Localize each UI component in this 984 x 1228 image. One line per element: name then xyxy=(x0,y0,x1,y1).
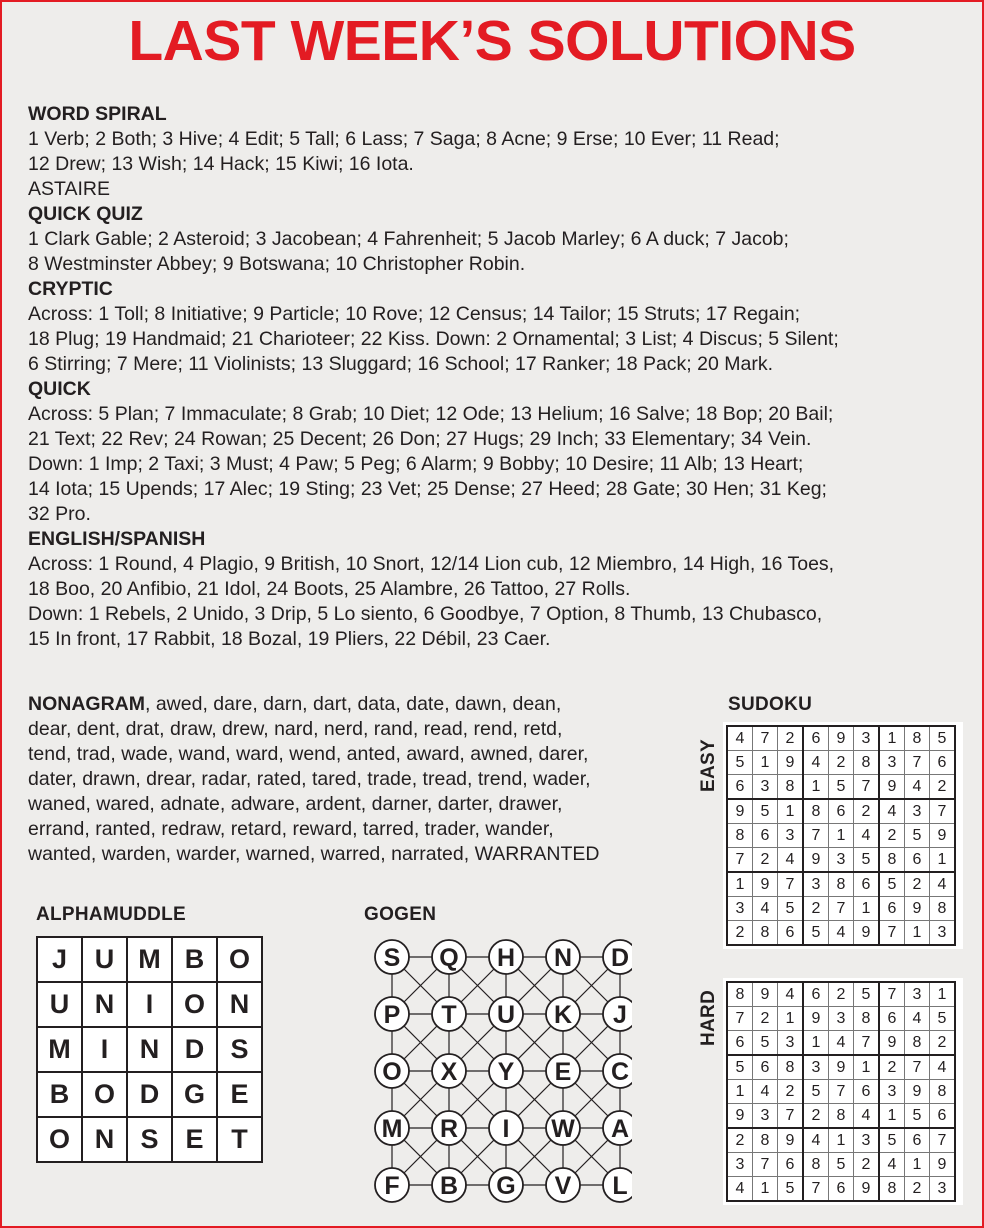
sudoku-cell: 8 xyxy=(905,1031,930,1056)
sudoku-cell: 5 xyxy=(905,1104,930,1129)
sudoku-cell: 2 xyxy=(803,897,829,921)
sudoku-cell: 3 xyxy=(854,726,880,751)
sudoku-cell: 9 xyxy=(778,751,804,775)
sudoku-cell: 3 xyxy=(879,751,905,775)
alphamuddle-cell: B xyxy=(37,1072,82,1117)
sudoku-cell: 6 xyxy=(727,775,753,800)
sudoku-cell: 2 xyxy=(778,726,804,751)
sudoku-cell: 5 xyxy=(803,921,829,946)
gogen-letter: A xyxy=(610,1115,630,1143)
section-title: WORD SPIRAL xyxy=(28,103,167,125)
alphamuddle-cell: B xyxy=(172,937,217,982)
sudoku-cell: 6 xyxy=(905,848,930,873)
sudoku-cell: 2 xyxy=(727,1128,753,1153)
sudoku-cell: 9 xyxy=(727,799,753,824)
sudoku-cell: 7 xyxy=(753,726,778,751)
alphamuddle-cell: N xyxy=(82,982,127,1027)
sudoku-cell: 8 xyxy=(879,848,905,873)
nonagram-line: tend, trad, wade, wand, ward, wend, anted, award, awned, darer, xyxy=(28,743,589,765)
sudoku-cell: 1 xyxy=(727,1080,753,1104)
sudoku-cell: 9 xyxy=(803,1007,829,1031)
sudoku-cell: 6 xyxy=(854,1080,880,1104)
gogen-letter: N xyxy=(553,944,573,972)
sudoku-cell: 7 xyxy=(854,775,880,800)
sudoku-cell: 7 xyxy=(727,848,753,873)
section-line: 1 Clark Gable; 2 Asteroid; 3 Jacobean; 4 Fahrenheit; 5 Jacob Marley; 6 A duck; 7 Jacob; xyxy=(28,228,789,250)
section-title: ENGLISH/SPANISH xyxy=(28,528,206,550)
sudoku-cell: 3 xyxy=(905,982,930,1007)
sudoku-cell: 8 xyxy=(803,799,829,824)
sudoku-cell: 3 xyxy=(803,1055,829,1080)
sudoku-cell: 7 xyxy=(879,921,905,946)
gogen-letter: H xyxy=(496,944,516,972)
sudoku-cell: 5 xyxy=(829,775,854,800)
sudoku-cell: 5 xyxy=(829,1153,854,1177)
sudoku-cell: 4 xyxy=(905,1007,930,1031)
sudoku-cell: 9 xyxy=(854,921,880,946)
alphamuddle-cell: N xyxy=(127,1027,172,1072)
sudoku-cell: 2 xyxy=(829,982,854,1007)
sudoku-cell: 6 xyxy=(905,1128,930,1153)
section-line: 21 Text; 22 Rev; 24 Rowan; 25 Decent; 26 Don; 27 Hugs; 29 Inch; 33 Elementary; 34 Vein. xyxy=(28,428,812,450)
solutions-text xyxy=(28,102,968,652)
gogen-letter: G xyxy=(496,1172,516,1200)
sudoku-cell: 6 xyxy=(930,1104,956,1129)
alphamuddle-cell: D xyxy=(172,1027,217,1072)
section-line: Down: 1 Rebels, 2 Unido, 3 Drip, 5 Lo siento, 6 Goodbye, 7 Option, 8 Thumb, 13 Chubasco, xyxy=(28,603,823,625)
nonagram-line: , awed, dare, darn, dart, data, date, dawn, dean, xyxy=(145,693,562,715)
sudoku-cell: 6 xyxy=(829,799,854,824)
sudoku-cell: 5 xyxy=(778,1177,804,1202)
sudoku-cell: 3 xyxy=(930,1177,956,1202)
alphamuddle-cell: S xyxy=(127,1117,172,1162)
sudoku-cell: 8 xyxy=(905,726,930,751)
alphamuddle-cell: S xyxy=(217,1027,262,1072)
sudoku-cell: 8 xyxy=(727,824,753,848)
sudoku-cell: 5 xyxy=(879,872,905,897)
sudoku-cell: 4 xyxy=(727,1177,753,1202)
gogen-letter: B xyxy=(439,1172,459,1200)
sudoku-cell: 7 xyxy=(930,799,956,824)
section-line: 15 In front, 17 Rabbit, 18 Bozal, 19 Pliers, 22 Débil, 23 Caer. xyxy=(28,628,551,650)
sudoku-cell: 4 xyxy=(930,1055,956,1080)
alphamuddle-cell: I xyxy=(82,1027,127,1072)
sudoku-cell: 3 xyxy=(829,848,854,873)
sudoku-cell: 5 xyxy=(753,799,778,824)
sudoku-cell: 4 xyxy=(854,824,880,848)
sudoku-cell: 2 xyxy=(854,1153,880,1177)
sudoku-cell: 6 xyxy=(727,1031,753,1056)
sudoku-cell: 4 xyxy=(829,921,854,946)
section-line: 1 Verb; 2 Both; 3 Hive; 4 Edit; 5 Tall; 6 Lass; 7 Saga; 8 Acne; 9 Erse; 10 Ever; 11 Read; xyxy=(28,128,780,150)
alphamuddle-cell: N xyxy=(217,982,262,1027)
sudoku-cell: 6 xyxy=(879,1007,905,1031)
sudoku-cell: 3 xyxy=(803,872,829,897)
sudoku-cell: 8 xyxy=(778,1055,804,1080)
sudoku-cell: 4 xyxy=(803,1128,829,1153)
gogen-letter: T xyxy=(441,1001,457,1029)
sudoku-cell: 5 xyxy=(930,1007,956,1031)
sudoku-cell: 8 xyxy=(930,897,956,921)
gogen-letter: X xyxy=(440,1058,458,1086)
alphamuddle-cell: I xyxy=(127,982,172,1027)
sudoku-cell: 9 xyxy=(905,1080,930,1104)
sudoku-cell: 6 xyxy=(829,1177,854,1202)
sudoku-cell: 2 xyxy=(829,751,854,775)
gogen-letter: F xyxy=(384,1172,400,1200)
nonagram-solution xyxy=(28,692,703,867)
gogen-letter: O xyxy=(382,1058,402,1086)
gogen-letter: D xyxy=(610,944,630,972)
alphamuddle-cell: U xyxy=(37,982,82,1027)
gogen-letter: P xyxy=(383,1001,401,1029)
sudoku-cell: 4 xyxy=(829,1031,854,1056)
sudoku-cell: 1 xyxy=(727,872,753,897)
sudoku-cell: 1 xyxy=(829,1128,854,1153)
nonagram-line: waned, wared, adnate, adware, ardent, darner, darter, drawer, xyxy=(28,793,563,815)
sudoku-cell: 8 xyxy=(930,1080,956,1104)
alphamuddle-grid xyxy=(36,936,263,1163)
sudoku-cell: 8 xyxy=(829,1104,854,1129)
alphamuddle-cell: T xyxy=(217,1117,262,1162)
gogen-letter: C xyxy=(610,1058,630,1086)
section-title: CRYPTIC xyxy=(28,278,113,300)
sudoku-cell: 9 xyxy=(829,726,854,751)
sudoku-cell: 1 xyxy=(930,982,956,1007)
gogen-letter: R xyxy=(439,1115,459,1143)
sudoku-cell: 7 xyxy=(854,1031,880,1056)
alphamuddle-cell: E xyxy=(172,1117,217,1162)
sudoku-cell: 4 xyxy=(930,872,956,897)
sudoku-cell: 1 xyxy=(854,1055,880,1080)
sudoku-cell: 2 xyxy=(930,1031,956,1056)
gogen-letter: W xyxy=(551,1115,575,1143)
sudoku-cell: 5 xyxy=(854,848,880,873)
sudoku-cell: 1 xyxy=(778,799,804,824)
sudoku-hard-label: HARD xyxy=(698,989,719,1046)
sudoku-cell: 6 xyxy=(778,921,804,946)
sudoku-cell: 1 xyxy=(829,824,854,848)
sudoku-cell: 1 xyxy=(879,726,905,751)
nonagram-title: NONAGRAM xyxy=(28,693,145,715)
alphamuddle-cell: M xyxy=(127,937,172,982)
sudoku-cell: 7 xyxy=(829,1080,854,1104)
sudoku-cell: 8 xyxy=(854,751,880,775)
sudoku-cell: 8 xyxy=(854,1007,880,1031)
sudoku-cell: 5 xyxy=(905,824,930,848)
gogen-letter: I xyxy=(502,1115,510,1143)
sudoku-cell: 4 xyxy=(879,1153,905,1177)
sudoku-cell: 4 xyxy=(753,1080,778,1104)
sudoku-cell: 8 xyxy=(803,1153,829,1177)
gogen-letter: J xyxy=(613,1001,627,1029)
section-line: Down: 1 Imp; 2 Taxi; 3 Must; 4 Paw; 5 Peg; 6 Alarm; 9 Bobby; 10 Desire; 11 Alb; 13 Heart; xyxy=(28,453,804,475)
gogen-letter: Y xyxy=(497,1058,515,1086)
sudoku-cell: 3 xyxy=(727,897,753,921)
sudoku-cell: 2 xyxy=(803,1104,829,1129)
nonagram-line: dear, dent, drat, draw, drew, nard, nerd, rand, read, rend, retd, xyxy=(28,718,563,740)
sudoku-cell: 4 xyxy=(778,848,804,873)
sudoku-cell: 5 xyxy=(753,1031,778,1056)
section-line: 18 Plug; 19 Handmaid; 21 Charioteer; 22 Kiss. Down: 2 Ornamental; 3 List; 4 Discus; 5 Silent; xyxy=(28,328,839,350)
alphamuddle-title: ALPHAMUDDLE xyxy=(36,904,187,925)
sudoku-title: SUDOKU xyxy=(728,694,813,715)
sudoku-cell: 2 xyxy=(930,775,956,800)
gogen-letter: V xyxy=(554,1172,572,1200)
alphamuddle-cell: O xyxy=(217,937,262,982)
section-line: 18 Boo, 20 Anfibio, 21 Idol, 24 Boots, 25 Alambre, 26 Tattoo, 27 Rolls. xyxy=(28,578,631,600)
alphamuddle-cell: O xyxy=(172,982,217,1027)
sudoku-cell: 2 xyxy=(727,921,753,946)
sudoku-cell: 9 xyxy=(803,848,829,873)
sudoku-easy-label: EASY xyxy=(698,739,719,792)
sudoku-cell: 9 xyxy=(727,1104,753,1129)
sudoku-cell: 2 xyxy=(778,1080,804,1104)
section-title: QUICK QUIZ xyxy=(28,203,143,225)
sudoku-cell: 4 xyxy=(727,726,753,751)
sudoku-cell: 9 xyxy=(930,824,956,848)
sudoku-cell: 1 xyxy=(803,1031,829,1056)
sudoku-cell: 3 xyxy=(879,1080,905,1104)
sudoku-cell: 9 xyxy=(753,872,778,897)
sudoku-cell: 3 xyxy=(753,1104,778,1129)
sudoku-cell: 8 xyxy=(778,775,804,800)
sudoku-cell: 7 xyxy=(778,872,804,897)
alphamuddle-cell: E xyxy=(217,1072,262,1117)
sudoku-cell: 4 xyxy=(803,751,829,775)
sudoku-cell: 2 xyxy=(905,1177,930,1202)
gogen-letter: Q xyxy=(439,944,459,972)
sudoku-cell: 1 xyxy=(905,921,930,946)
nonagram-line: wanted, warden, warder, warned, warred, narrated, WARRANTED xyxy=(28,843,600,865)
sudoku-cell: 9 xyxy=(829,1055,854,1080)
sudoku-cell: 4 xyxy=(879,799,905,824)
sudoku-cell: 5 xyxy=(879,1128,905,1153)
sudoku-cell: 2 xyxy=(905,872,930,897)
sudoku-cell: 4 xyxy=(905,775,930,800)
sudoku-cell: 5 xyxy=(727,1055,753,1080)
section-line: 32 Pro. xyxy=(28,503,91,525)
section-line: Across: 1 Round, 4 Plagio, 9 British, 10 Snort, 12/14 Lion cub, 12 Miembro, 14 High, 16 Toes, xyxy=(28,553,835,575)
sudoku-cell: 8 xyxy=(753,1128,778,1153)
alphamuddle-cell: M xyxy=(37,1027,82,1072)
sudoku-cell: 3 xyxy=(778,1031,804,1056)
sudoku-cell: 1 xyxy=(879,1104,905,1129)
sudoku-cell: 6 xyxy=(803,982,829,1007)
sudoku-cell: 1 xyxy=(753,751,778,775)
sudoku-cell: 3 xyxy=(930,921,956,946)
gogen-letter: K xyxy=(553,1001,573,1029)
gogen-letter: L xyxy=(612,1172,628,1200)
sudoku-cell: 6 xyxy=(930,751,956,775)
sudoku-cell: 5 xyxy=(727,751,753,775)
sudoku-cell: 2 xyxy=(879,1055,905,1080)
sudoku-cell: 6 xyxy=(753,824,778,848)
sudoku-cell: 6 xyxy=(803,726,829,751)
gogen-grid xyxy=(370,935,632,1211)
sudoku-cell: 6 xyxy=(778,1153,804,1177)
sudoku-cell: 7 xyxy=(753,1153,778,1177)
sudoku-cell: 3 xyxy=(778,824,804,848)
sudoku-cell: 2 xyxy=(753,1007,778,1031)
sudoku-cell: 9 xyxy=(905,897,930,921)
sudoku-cell: 7 xyxy=(803,1177,829,1202)
sudoku-cell: 4 xyxy=(753,897,778,921)
alphamuddle-cell: O xyxy=(37,1117,82,1162)
sudoku-cell: 5 xyxy=(854,982,880,1007)
sudoku-cell: 7 xyxy=(905,751,930,775)
sudoku-cell: 7 xyxy=(803,824,829,848)
sudoku-cell: 8 xyxy=(727,982,753,1007)
section-line: ASTAIRE xyxy=(28,178,110,200)
sudoku-easy-grid xyxy=(723,722,963,949)
sudoku-cell: 1 xyxy=(778,1007,804,1031)
section-line: 8 Westminster Abbey; 9 Botswana; 10 Christopher Robin. xyxy=(28,253,526,275)
sudoku-cell: 4 xyxy=(778,982,804,1007)
sudoku-cell: 3 xyxy=(727,1153,753,1177)
section-line: 6 Stirring; 7 Mere; 11 Violinists; 13 Sluggard; 16 School; 17 Ranker; 18 Pack; 20 Mark. xyxy=(28,353,773,375)
sudoku-cell: 9 xyxy=(879,775,905,800)
sudoku-cell: 2 xyxy=(879,824,905,848)
sudoku-cell: 6 xyxy=(879,897,905,921)
sudoku-cell: 5 xyxy=(930,726,956,751)
section-line: Across: 1 Toll; 8 Initiative; 9 Particle; 10 Rove; 12 Census; 14 Tailor; 15 Struts; 17 Regain; xyxy=(28,303,801,325)
alphamuddle-cell: U xyxy=(82,937,127,982)
sudoku-cell: 3 xyxy=(854,1128,880,1153)
sudoku-cell: 3 xyxy=(753,775,778,800)
sudoku-cell: 9 xyxy=(879,1031,905,1056)
alphamuddle-cell: J xyxy=(37,937,82,982)
page-title: LAST WEEK’S SOLUTIONS xyxy=(128,9,856,73)
sudoku-cell: 9 xyxy=(778,1128,804,1153)
section-title: QUICK xyxy=(28,378,91,400)
alphamuddle-cell: G xyxy=(172,1072,217,1117)
gogen-letter: U xyxy=(496,1001,516,1029)
sudoku-cell: 8 xyxy=(753,921,778,946)
sudoku-cell: 2 xyxy=(854,799,880,824)
sudoku-cell: 9 xyxy=(930,1153,956,1177)
gogen-letter: S xyxy=(383,944,401,972)
section-line: 12 Drew; 13 Wish; 14 Hack; 15 Kiwi; 16 Iota. xyxy=(28,153,414,175)
sudoku-cell: 7 xyxy=(778,1104,804,1129)
sudoku-cell: 3 xyxy=(905,799,930,824)
sudoku-cell: 5 xyxy=(778,897,804,921)
sudoku-cell: 9 xyxy=(753,982,778,1007)
sudoku-cell: 7 xyxy=(829,897,854,921)
alphamuddle-cell: N xyxy=(82,1117,127,1162)
sudoku-cell: 5 xyxy=(803,1080,829,1104)
sudoku-cell: 6 xyxy=(854,872,880,897)
nonagram-line: errand, ranted, redraw, retard, reward, tarred, trader, wander, xyxy=(28,818,554,840)
sudoku-cell: 8 xyxy=(829,872,854,897)
sudoku-cell: 7 xyxy=(727,1007,753,1031)
sudoku-cell: 3 xyxy=(829,1007,854,1031)
section-line: Across: 5 Plan; 7 Immaculate; 8 Grab; 10 Diet; 12 Ode; 13 Helium; 16 Salve; 18 Bop; 20 Bail; xyxy=(28,403,834,425)
gogen-letter: M xyxy=(381,1115,403,1143)
sudoku-hard-grid xyxy=(723,978,963,1205)
sudoku-cell: 1 xyxy=(803,775,829,800)
section-line: 14 Iota; 15 Upends; 17 Alec; 19 Sting; 23 Vet; 25 Dense; 27 Heed; 28 Gate; 30 Hen; 31 Keg; xyxy=(28,478,827,500)
sudoku-cell: 1 xyxy=(854,897,880,921)
alphamuddle-cell: D xyxy=(127,1072,172,1117)
sudoku-cell: 8 xyxy=(879,1177,905,1202)
gogen-letter: E xyxy=(554,1058,572,1086)
nonagram-words xyxy=(28,693,600,865)
sudoku-cell: 1 xyxy=(905,1153,930,1177)
sudoku-cell: 1 xyxy=(753,1177,778,1202)
alphamuddle-cell: O xyxy=(82,1072,127,1117)
gogen-title: GOGEN xyxy=(364,904,437,925)
sudoku-cell: 7 xyxy=(930,1128,956,1153)
sudoku-cell: 6 xyxy=(753,1055,778,1080)
sudoku-cell: 4 xyxy=(854,1104,880,1129)
sudoku-cell: 2 xyxy=(753,848,778,873)
sudoku-cell: 7 xyxy=(905,1055,930,1080)
nonagram-line: dater, drawn, drear, radar, rated, tared, trade, tread, trend, wader, xyxy=(28,768,591,790)
sudoku-cell: 9 xyxy=(854,1177,880,1202)
sudoku-cell: 7 xyxy=(879,982,905,1007)
sudoku-cell: 1 xyxy=(930,848,956,873)
